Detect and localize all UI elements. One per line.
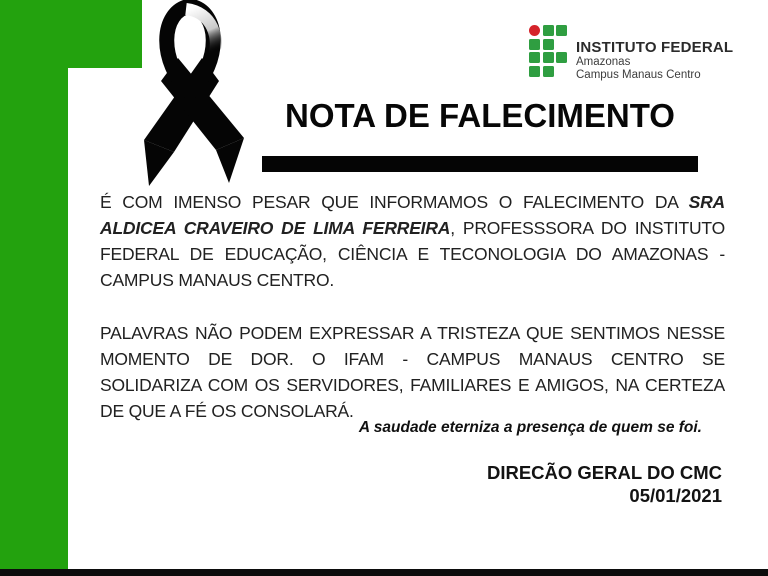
body-line bbox=[100, 189, 725, 215]
body-text: É COM IMENSO PESAR QUE INFORMAMOS O FALECIMENTO DA bbox=[100, 192, 678, 212]
logo-square bbox=[529, 52, 540, 63]
logo-text-block bbox=[576, 14, 733, 82]
logo-square bbox=[556, 52, 567, 63]
body-line: CAMPUS MANAUS CENTRO. bbox=[100, 270, 335, 290]
mourning-ribbon-icon bbox=[132, 0, 248, 188]
page-title: NOTA DE FALECIMENTO bbox=[285, 97, 675, 134]
logo-subtitle-campus: Campus Manaus Centro bbox=[576, 69, 701, 81]
title-underline-bar bbox=[262, 156, 698, 172]
green-left-bar bbox=[0, 0, 68, 569]
bottom-black-strip bbox=[0, 569, 768, 576]
logo-square bbox=[543, 66, 554, 77]
deceased-name-part: ALDICEA CRAVEIRO DE LIMA FERREIRA bbox=[100, 218, 451, 238]
body-line: DE QUE A FÉ OS CONSOLARÁ. bbox=[100, 401, 354, 421]
condolence-quote: A saudade eterniza a presença de quem se foi. bbox=[358, 419, 702, 436]
logo-empty-cell bbox=[556, 66, 567, 77]
green-corner-block bbox=[0, 0, 142, 68]
body-text: , PROFESSSORA DO INSTITUTO bbox=[450, 218, 725, 238]
logo-square bbox=[529, 39, 540, 50]
body-line: SOLIDARIZA COM OS SERVIDORES, FAMILIARES E AMIGOS, NA CERTEZA bbox=[100, 375, 725, 395]
logo-square bbox=[529, 66, 540, 77]
logo-dot bbox=[529, 25, 540, 36]
if-logo-mark bbox=[529, 25, 567, 82]
signature-date: 05/01/2021 bbox=[629, 485, 722, 506]
ifam-logo bbox=[529, 14, 733, 82]
logo-subtitle-state: Amazonas bbox=[576, 56, 631, 68]
logo-square bbox=[543, 25, 554, 36]
signature-name: DIRECÃO GERAL DO CMC bbox=[486, 462, 722, 483]
body-line bbox=[100, 215, 725, 241]
logo-square bbox=[556, 25, 567, 36]
logo-square bbox=[543, 39, 554, 50]
logo-empty-cell bbox=[556, 39, 567, 50]
body-line: PALAVRAS NÃO PODEM EXPRESSAR A TRISTEZA QUE SENTIMOS NESSE bbox=[100, 323, 725, 343]
body-line: FEDERAL DE EDUCAÇÃO, CIÊNCIA E TECONOLOGIA DO AMAZONAS - bbox=[100, 244, 725, 264]
deceased-name-part: SRA bbox=[688, 192, 725, 212]
paragraph-condolence bbox=[100, 320, 725, 424]
logo-title: INSTITUTO FEDERAL bbox=[576, 39, 734, 56]
signature-block bbox=[487, 461, 722, 507]
logo-square bbox=[543, 52, 554, 63]
paragraph-announcement bbox=[100, 189, 725, 293]
body-line: MOMENTO DE DOR. O IFAM - CAMPUS MANAUS CENTRO SE bbox=[100, 349, 725, 369]
